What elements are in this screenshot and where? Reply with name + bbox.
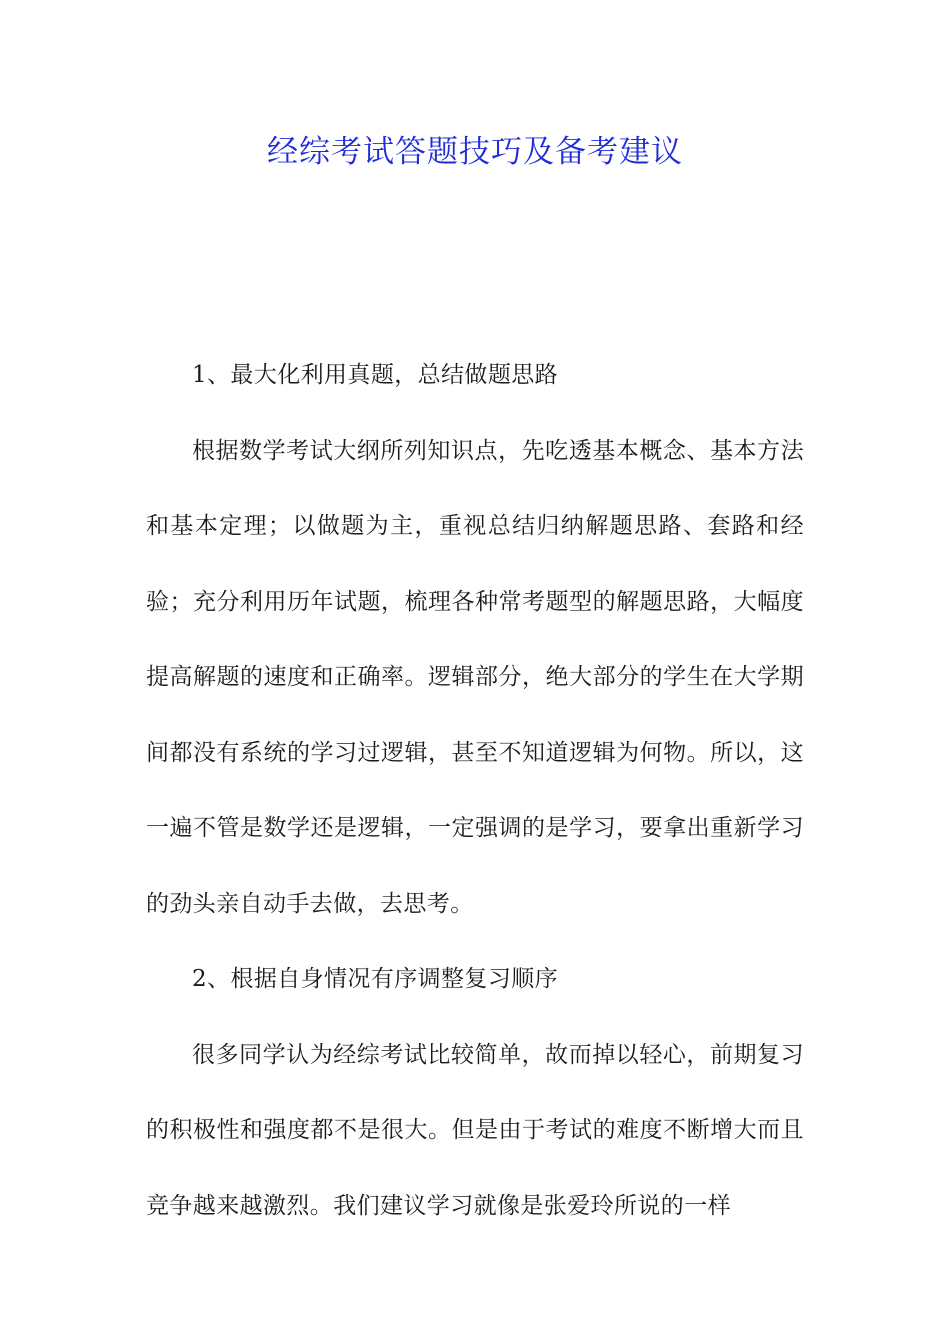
document-body <box>146 338 804 1244</box>
section-heading-1: 1、最大化利用真题，总结做题思路 <box>192 362 559 388</box>
section-heading-2: 2、根据自身情况有序调整复习顺序 <box>192 966 559 992</box>
document-title: 经综考试答题技巧及备考建议 <box>267 134 683 170</box>
section-paragraph-2: 很多同学认为经综考试比较简单，故而掉以轻心，前期复习的积极性和强度都不是很大。但是由于考试的难度不断增大而且竞争越来越激烈。我们建议学习就像是张爱玲所说的一样 <box>146 1041 804 1219</box>
section-paragraph-1: 根据数学考试大纲所列知识点，先吃透基本概念、基本方法和基本定理；以做题为主，重视总结归纳解题思路、套路和经验；充分利用历年试题，梳理各种常考题型的解题思路，大幅度提高解题的速度和正确率。逻辑部分，绝大部分的学生在大学期间都没有系统的学习过逻辑，甚至不知道逻辑为何物。所以，这一遍不管是数学还是逻辑，一定强调的是学习，要拿出重新学习的劲头亲自动手去做，去思考。 <box>146 437 804 917</box>
